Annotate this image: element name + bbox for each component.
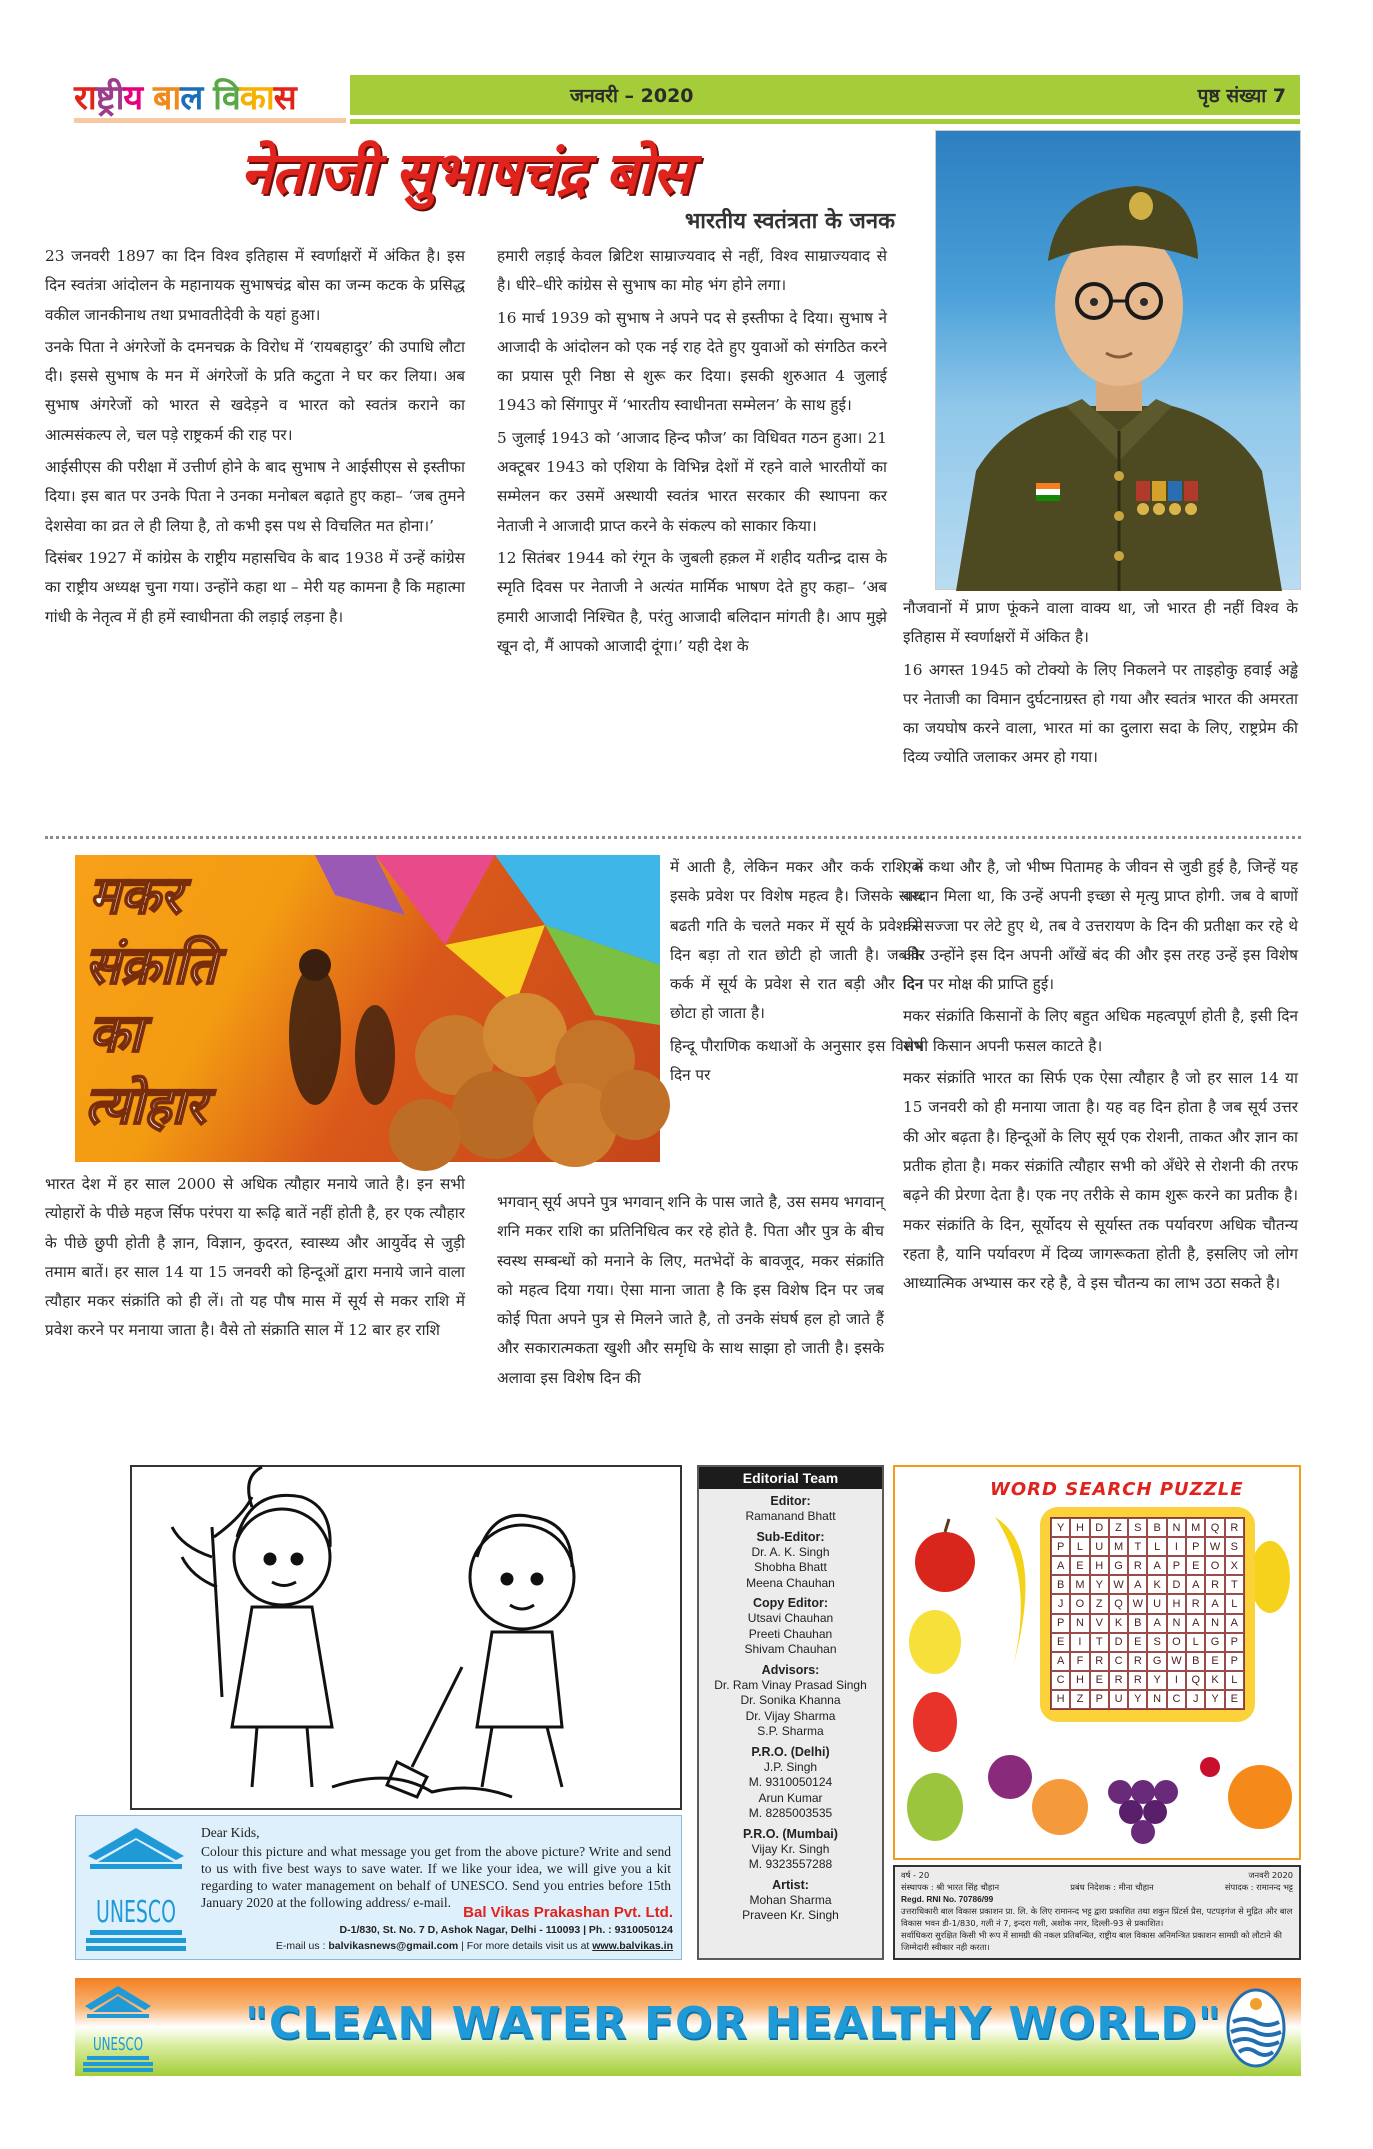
logo-underline xyxy=(74,118,346,123)
puzzle-cell: R xyxy=(1225,1518,1244,1537)
netaji-portrait xyxy=(935,130,1301,590)
puzzle-cell: E xyxy=(1051,1633,1070,1652)
publisher-address: D-1/830, St. No. 7 D, Ashok Nagar, Delhi - 110093 | Ph. : 9310050124 xyxy=(339,1924,673,1936)
puzzle-cell: P xyxy=(1051,1614,1070,1633)
paragraph: मकर संक्रांति भारत का सिर्फ एक ऐसा त्यौहार है जो हर साल 14 या 15 जनवरी को ही मनाया जाता है। यह वह दिन होता है जब सूर्य उत्तर की ओर बढ़ता है। हिन्दूओं के लिए सूर्य एक रोशनी, ताकत और ज्ञान का प्रतीक होता है। मकर संक्रांति त्यौहार सभी को अँधेरे से रोशनी की तरफ बढ़ने की प्रेरणा देता है। एक नए तरीके से काम शुरू करने का प्रतीक है। मकर संक्रांति के दिन, सूर्योदय से सूर्यास्त तक पर्यावरण अधिक चौतन्य रहता है, यानि पर्यावरण में दिव्य जागरूकता होती है, इसलिए जो लोग आध्यात्मिक अभ्यास कर रहे है, वे इस चौतन्य का लाभ उठा सकते है। xyxy=(903,1069,1298,1293)
puzzle-cell: H xyxy=(1167,1594,1186,1613)
puzzle-cell: P xyxy=(1225,1633,1244,1652)
puzzle-cell: K xyxy=(1109,1614,1128,1633)
puzzle-cell: Y xyxy=(1147,1671,1166,1690)
puzzle-cell: W xyxy=(1109,1575,1128,1594)
paragraph: मकर संक्रांति किसानों के लिए बहुत अधिक महत्वपूर्ण होती है, इसी दिन सभी किसान अपनी फसल काटते है। xyxy=(903,1007,1298,1055)
paragraph: 16 अगस्त 1945 को टोक्यो के लिए निकलने पर ताइहोकु हवाई अड्ढे पर नेताजी का विमान दुर्घटनाग्रस्त हो गया और स्वतंत्र भारत की अमरता का जयघोष करने वाला, भारत मां का दुलारा सदा के लिए, राष्ट्रप्रेम की दिव्य ज्योति जलाकर अमर हो गया। xyxy=(903,660,1298,767)
logo-letter: का xyxy=(239,78,274,118)
apple-icon xyxy=(915,1532,975,1592)
puzzle-cell: O xyxy=(1167,1633,1186,1652)
netaji-column-1 xyxy=(45,242,465,635)
rights-note: सर्वाधिकरा सुरक्षित किसी भी रूप में सामग्री की नकल प्रतिबन्धित, राष्ट्रीय बाल विकास अनिमन्त्रित प्रकाशन सामग्री को लौटाने की जिम्मेदारी स्वीकार नही करता। xyxy=(901,1930,1282,1952)
puzzle-cell: D xyxy=(1090,1518,1109,1537)
puzzle-cell: J xyxy=(1051,1594,1070,1613)
puzzle-cell: D xyxy=(1167,1575,1186,1594)
kites-and-ladoos-illustration xyxy=(75,855,660,1162)
puzzle-cell: Y xyxy=(1205,1690,1224,1709)
plum-icon xyxy=(988,1755,1032,1799)
puzzle-cell: C xyxy=(1051,1671,1070,1690)
paragraph: उनके पिता ने अंगरेजों के दमनचक्र के विरोध में ‘रायबहादुर’ की उपाधि लौटा दी। इससे सुभाष के मन में अंगरेजों के प्रति कटुता ने घर कर लिया। अब सुभाष अंगरेजों को भारत से खदेड़ने व भारत को स्वतंत्र कराने का आत्मसंकल्प ले, चल पड़े राष्ट्रकर्म की राह पर। xyxy=(45,337,465,444)
cherry-icon xyxy=(1200,1757,1220,1777)
puzzle-cell: A xyxy=(1186,1614,1205,1633)
grapes-icon xyxy=(1108,1780,1178,1844)
section-divider xyxy=(45,836,1301,839)
orange-icon xyxy=(1228,1765,1292,1829)
puzzle-cell: R xyxy=(1128,1671,1147,1690)
paragraph: भगवान् सूर्य अपने पुत्र भगवान् शनि के पास जाते है, उस समय भगवान् शनि मकर राशि का प्रतिनिधित्व कर रहे होते है. पिता और पुत्र के बीच स्वस्थ सम्बन्धों को मनाने के लिए, मतभेदों के बावजूद, मकर संक्रांति को महत्व दिया गया। ऐसा माना जाता है कि इस विशेष दिन पर जब कोई पिता अपने पुत्र से मिलने जाते है, तो उनके संघर्ष हल हो जाते हैं और सकारात्मकता खुशी और समृधि के साथ साझा हो जाती है। इसके अलावा इस विशेष दिन की xyxy=(497,1193,884,1387)
puzzle-cell: H xyxy=(1070,1671,1089,1690)
puzzle-cell: N xyxy=(1167,1614,1186,1633)
editorial-role: Copy Editor: xyxy=(753,1596,828,1610)
editorial-name: Dr. Sonika Khanna xyxy=(740,1693,841,1707)
puzzle-cell: H xyxy=(1070,1518,1089,1537)
clean-water-banner xyxy=(75,1978,1301,2076)
puzzle-cell: S xyxy=(1128,1518,1147,1537)
puzzle-cell: L xyxy=(1070,1537,1089,1556)
puzzle-cell: L xyxy=(1225,1594,1244,1613)
makar-column-left xyxy=(45,1170,465,1349)
puzzle-title: WORD SEARCH PUZZLE xyxy=(990,1479,1244,1500)
kids-planting-illustration xyxy=(132,1467,680,1808)
puzzle-cell: F xyxy=(1070,1652,1089,1671)
puzzle-cell: P xyxy=(1186,1537,1205,1556)
banana-right-icon xyxy=(1250,1541,1290,1613)
editorial-name: J.P. Singh xyxy=(763,1759,818,1774)
puzzle-cell: B xyxy=(1186,1652,1205,1671)
publisher-contact xyxy=(276,1940,673,1952)
puzzle-cell: Z xyxy=(1070,1690,1089,1709)
website-label: | For more details visit us at xyxy=(458,1940,593,1952)
puzzle-cell: U xyxy=(1147,1594,1166,1613)
paragraph: 23 जनवरी 1897 का दिन विश्व इतिहास में स्वर्णाक्षरों में अंकित है। इस दिन स्वतंत्रा आंदोलन के महानायक सुभाषचंद्र बोस का जन्म कटक के प्रसिद्ध वकील जानकीनाथ तथा प्रभावतीदेवी के यहां हुआ। xyxy=(45,247,465,324)
publication-info xyxy=(893,1865,1301,1960)
puzzle-cell: K xyxy=(1205,1671,1224,1690)
editorial-name: S.P. Sharma xyxy=(757,1724,824,1738)
editorial-role: P.R.O. (Delhi) xyxy=(751,1744,830,1759)
puzzle-cell: H xyxy=(1090,1556,1109,1575)
puzzle-cell: A xyxy=(1051,1556,1070,1575)
editorial-name: Shobha Bhatt xyxy=(754,1560,827,1574)
puzzle-cell: E xyxy=(1090,1671,1109,1690)
editorial-group xyxy=(699,1878,882,1924)
volume-year: वर्ष - 20 xyxy=(901,1870,930,1880)
makar-title-line-1: मकर xyxy=(89,866,182,926)
editor: संपादक : रामानन्द भट्ट xyxy=(1224,1882,1293,1892)
puzzle-cell: A xyxy=(1128,1575,1147,1594)
puzzle-cell: Q xyxy=(1109,1594,1128,1613)
puzzle-cell: E xyxy=(1186,1556,1205,1575)
editorial-name: Dr. Vijay Sharma xyxy=(745,1708,836,1723)
puzzle-cell: R xyxy=(1128,1556,1147,1575)
editorial-name: Utsavi Chauhan xyxy=(747,1611,834,1625)
editorial-group xyxy=(699,1745,882,1822)
logo-letter: स xyxy=(273,78,296,118)
editorial-name: Arun Kumar xyxy=(758,1790,823,1805)
puzzle-cell: V xyxy=(1090,1614,1109,1633)
puzzle-cell: N xyxy=(1070,1614,1089,1633)
puzzle-cell: I xyxy=(1167,1537,1186,1556)
puzzle-cell: L xyxy=(1225,1671,1244,1690)
email-label: E-mail us : xyxy=(275,1940,329,1952)
editorial-role: Sub-Editor: xyxy=(756,1529,825,1544)
logo-letter: वि xyxy=(213,78,240,118)
logo-letter: बा xyxy=(152,78,181,118)
puzzle-cell: A xyxy=(1205,1594,1224,1613)
logo-letter: ल xyxy=(180,78,214,118)
puzzle-cell: R xyxy=(1205,1575,1224,1594)
netaji-column-3 xyxy=(903,594,1298,776)
email-link[interactable]: balvikasnews@gmail.com xyxy=(328,1940,459,1952)
puzzle-cell: N xyxy=(1147,1690,1166,1709)
issue-date: जनवरी – 2020 xyxy=(570,85,694,107)
editorial-name: Dr. Ram Vinay Prasad Singh xyxy=(714,1677,867,1692)
logo-letter: य xyxy=(123,78,153,118)
paragraph: हमारी लड़ाई केवल ब्रिटिश साम्राज्यवाद से नहीं, विश्व साम्राज्यवाद से है। धीरे–धीरे कांग्रेस से सुभाष का मोह भंग होने लगा। xyxy=(497,247,887,295)
editorial-name: Shivam Chauhan xyxy=(744,1642,837,1656)
puzzle-cell: P xyxy=(1090,1690,1109,1709)
website-link[interactable]: www.balvikas.in xyxy=(592,1940,673,1952)
makar-title-line-4: त्योहार xyxy=(85,1076,207,1136)
makar-column-mid-bottom xyxy=(497,1188,884,1396)
coloring-picture xyxy=(130,1465,682,1810)
puzzle-cell: A xyxy=(1225,1614,1244,1633)
notice-greeting: Dear Kids, xyxy=(201,1825,260,1840)
unesco-notice xyxy=(75,1815,682,1960)
banner-unesco-logo xyxy=(83,1984,153,2072)
pear-icon xyxy=(907,1773,963,1841)
puzzle-cell: O xyxy=(1070,1594,1089,1613)
editorial-heading: Editorial Team xyxy=(699,1467,882,1489)
editorial-team-box xyxy=(697,1465,884,1960)
puzzle-cell: R xyxy=(1186,1594,1205,1613)
makar-column-mid-top xyxy=(670,853,923,1093)
logo-letter: रा xyxy=(74,78,96,118)
puzzle-cell: U xyxy=(1109,1690,1128,1709)
puzzle-cell: W xyxy=(1128,1594,1147,1613)
unesco-logo-text: UNESCO xyxy=(96,1895,176,1930)
editorial-name: M. 8285003535 xyxy=(748,1806,833,1820)
puzzle-cell: W xyxy=(1167,1652,1186,1671)
puzzle-cell: M xyxy=(1109,1537,1128,1556)
editorial-name: M. 9310050124 xyxy=(748,1775,833,1789)
editorial-name: Praveen Kr. Singh xyxy=(742,1908,839,1922)
editorial-group xyxy=(699,1530,882,1592)
puzzle-cell: A xyxy=(1051,1652,1070,1671)
makar-title-line-2: संक्राति xyxy=(85,936,217,996)
puzzle-cell: S xyxy=(1147,1633,1166,1652)
editorial-name: Meena Chauhan xyxy=(746,1575,835,1590)
puzzle-cell: W xyxy=(1205,1537,1224,1556)
puzzle-cell: N xyxy=(1205,1614,1224,1633)
editorial-name: Ramanand Bhatt xyxy=(745,1509,836,1523)
puzzle-cell: Q xyxy=(1186,1671,1205,1690)
puzzle-cell: G xyxy=(1205,1633,1224,1652)
editorial-group xyxy=(699,1827,882,1873)
publisher-note: उत्तराधिकारी बाल विकास प्रकाशन प्रा. लि. के लिए रामानन्द भट्ट द्वारा प्रकाशित तथा शकुन प्रिंटर्स प्रैस, पटपड़गंज से मुद्रित और बाल विकास भवन डी-1/830, गली नं 7, इन्दरा गली, अशोक नगर, दिल्ली-93 से प्रकाशित। xyxy=(901,1906,1293,1928)
puzzle-cell: E xyxy=(1070,1556,1089,1575)
peach-icon xyxy=(1032,1779,1088,1835)
paragraph: 12 सितंबर 1944 को रंगून के जुबली हक़ल में शहीद यतीन्द्र दास के स्मृति दिवस पर नेताजी ने अत्यंत मार्मिक भाषण देते हुए कहा– ‘अब हमारी आजादी निश्चित है, परंतु आजादी बलिदान मांगती है। आप मुझे खून दो, मैं आपको आजादी दूंगा।’ यही देश के xyxy=(497,548,887,655)
puzzle-cell: Y xyxy=(1090,1575,1109,1594)
logo-letter: ष्ट्री xyxy=(95,78,124,118)
puzzle-cell: J xyxy=(1186,1690,1205,1709)
rni-number: Regd. RNI No. 70786/99 xyxy=(901,1894,994,1904)
info-row-people xyxy=(901,1881,1293,1893)
puzzle-cell: L xyxy=(1186,1633,1205,1652)
puzzle-cell: C xyxy=(1167,1690,1186,1709)
word-search-puzzle xyxy=(893,1465,1301,1860)
editorial-name: Dr. A. K. Singh xyxy=(751,1544,830,1559)
puzzle-cell: Q xyxy=(1205,1518,1224,1537)
puzzle-cell: T xyxy=(1225,1575,1244,1594)
puzzle-cell: S xyxy=(1225,1537,1244,1556)
editorial-name: Mohan Sharma xyxy=(749,1892,832,1907)
lemon-icon xyxy=(909,1610,961,1674)
article-title: नेताजी सुभाषचंद्र बोस xyxy=(240,139,691,207)
page-number: पृष्ठ संख्या 7 xyxy=(1197,85,1286,107)
header-bar xyxy=(350,75,1300,115)
puzzle-cell: Y xyxy=(1051,1518,1070,1537)
puzzle-cell: M xyxy=(1186,1518,1205,1537)
puzzle-cell: B xyxy=(1051,1575,1070,1594)
puzzle-cell: P xyxy=(1225,1652,1244,1671)
notice-body xyxy=(201,1824,671,1911)
puzzle-cell: Z xyxy=(1109,1518,1128,1537)
puzzle-cell: L xyxy=(1147,1537,1166,1556)
puzzle-cell: T xyxy=(1128,1537,1147,1556)
editorial-name: M. 9323557288 xyxy=(748,1857,833,1871)
puzzle-cell: P xyxy=(1167,1556,1186,1575)
puzzle-cell: O xyxy=(1205,1556,1224,1575)
makar-sankranti-image xyxy=(75,855,660,1162)
header-rule xyxy=(350,119,1300,124)
editorial-group xyxy=(699,1663,882,1740)
paragraph: एक कथा और है, जो भीष्म पितामह के जीवन से जुडी हुई है, जिन्हें यह वरदान मिला था, कि उन्हें अपनी इच्छा से मृत्यु प्राप्त होगी. जब वे बाणों की सज्जा पर लेटे हुए थे, तब वे उत्तरायण के दिन की प्रतीक्षा कर रहे थे और उन्होंने इस दिन अपनी आँखें बंद की और इस तरह उन्हें इस विशेष दिन पर मोक्ष की प्राप्ति हुई। xyxy=(903,858,1298,994)
puzzle-cell: K xyxy=(1147,1575,1166,1594)
editorial-name: Vijay Kr. Singh xyxy=(751,1841,830,1856)
puzzle-grid-frame xyxy=(1040,1507,1255,1722)
puzzle-cell: G xyxy=(1109,1556,1128,1575)
puzzle-cell: N xyxy=(1167,1518,1186,1537)
paragraph: में आती है, लेकिन मकर और कर्क राशि में इसके प्रवेश पर विशेष महत्व है। जिसके साथ बढती गति के चलते मकर में सूर्य के प्रवेश से दिन बड़ा तो रात छोटी हो जाती है। जबकि कर्क में सूर्य के प्रवेश से रात बड़ी और दिन छोटा हो जाता है। xyxy=(670,858,923,1023)
editorial-role: P.R.O. (Mumbai) xyxy=(743,1826,838,1841)
unesco-logo xyxy=(86,1826,186,1951)
puzzle-grid xyxy=(1050,1517,1245,1710)
puzzle-cell: M xyxy=(1070,1575,1089,1594)
puzzle-cell: R xyxy=(1109,1671,1128,1690)
puzzle-cell: R xyxy=(1090,1652,1109,1671)
banana-icon xyxy=(995,1517,1025,1667)
paragraph: 16 मार्च 1939 को सुभाष ने अपने पद से इस्तीफा दे दिया। सुभाष ने आजादी के आंदोलन को एक नई राह देते हुए युवाओं को संगठित करने का प्रयास पूरी निष्ठा से शुरू कर दिया। इसकी शुरुआत 4 जुलाई 1943 को सिंगापुर में ‘भारतीय स्वाधीनता सम्मेलन’ के साथ हुई। xyxy=(497,308,887,415)
strawberry-icon xyxy=(913,1692,957,1752)
portrait-illustration xyxy=(936,131,1302,591)
puzzle-cell: B xyxy=(1128,1614,1147,1633)
editorial-role: Advisors: xyxy=(761,1662,820,1677)
editorial-role: Editor: xyxy=(770,1494,811,1508)
puzzle-cell: B xyxy=(1147,1518,1166,1537)
editorial-role: Artist: xyxy=(772,1877,809,1892)
puzzle-cell: E xyxy=(1205,1652,1224,1671)
makar-title-line-3: का xyxy=(89,1004,143,1064)
puzzle-cell: D xyxy=(1109,1633,1128,1652)
puzzle-cell: I xyxy=(1070,1633,1089,1652)
puzzle-cell: I xyxy=(1167,1671,1186,1690)
puzzle-cell: T xyxy=(1090,1633,1109,1652)
article-subtitle: भारतीय स्वतंत्रता के जनक xyxy=(684,208,895,234)
paragraph: भारत देश में हर साल 2000 से अधिक त्यौहार मनाये जाते है। इन सभी त्योहारों के पीछे महज र्सिफ परंपरा या रूढ़ि बातें नहीं होती है, हर एक त्यौहार के पीछे छुपी होती है ज्ञान, विज्ञान, कुदरत, स्वास्थ्य और आयुर्वेद से जुड़ी तमाम बातें। हर साल 14 या 15 जनवरी को हिन्दूओं द्वारा मनाये जाने वाला त्यौहार मकर संक्रांति को ही लें। तो यह पौष मास में सूर्य से मकर राशि में प्रवेश करने पर मनाया जाता है। वैसे तो संक्राति साल में 12 बार हर राशि xyxy=(45,1175,465,1340)
puzzle-cell: X xyxy=(1225,1556,1244,1575)
puzzle-cell: U xyxy=(1090,1537,1109,1556)
puzzle-cell: E xyxy=(1128,1633,1147,1652)
paragraph: नौजवानों में प्राण फूंकने वाला वाक्य था, जो भारत ही नहीं विश्व के इतिहास में स्वर्णाक्षरों में अंकित है। xyxy=(903,599,1298,647)
info-row-issue xyxy=(901,1869,1293,1881)
publisher-name: Bal Vikas Prakashan Pvt. Ltd. xyxy=(463,1904,673,1921)
puzzle-cell: Y xyxy=(1128,1690,1147,1709)
paragraph: आईसीएस की परीक्षा में उत्तीर्ण होने के बाद सुभाष ने आईसीएस से इस्तीफा दिया। इस बात पर उनके पिता ने उनका मनोबल बढ़ाते हुए कहा– ‘जब तुमने देशसेवा का व्रत ले ही लिया है, तो कभी इस पथ से विचलित मत होना।’ xyxy=(45,458,465,535)
founder: संस्थापक : श्री भारत सिंह चौहान xyxy=(901,1882,1000,1892)
puzzle-cell: R xyxy=(1128,1652,1147,1671)
puzzle-cell: P xyxy=(1051,1537,1070,1556)
makar-column-right xyxy=(903,853,1298,1301)
managing-director: प्रबंध निदेशक : मीना चौहान xyxy=(1070,1882,1154,1892)
notice-message: Colour this picture and what message you get from the above picture? Write and send to us with five best ways to save water. If we like your idea, we will give you a kit regarding to water management on behalf of UNESCO. Send you entries before 15th January 2020 at the following address/ e-mail. xyxy=(201,1844,671,1910)
issue-month: जनवरी 2020 xyxy=(1248,1870,1293,1880)
editorial-group xyxy=(699,1494,882,1525)
puzzle-cell: C xyxy=(1109,1652,1128,1671)
paragraph: हिन्दू पौराणिक कथाओं के अनुसार इस विशेष दिन पर xyxy=(670,1036,923,1085)
puzzle-cell: A xyxy=(1147,1614,1166,1633)
netaji-column-2 xyxy=(497,242,887,664)
puzzle-cell: Z xyxy=(1090,1594,1109,1613)
banner-slogan: "CLEAN WATER FOR HEALTHY WORLD" xyxy=(245,1998,1222,2049)
banner-unesco-text: UNESCO xyxy=(93,2034,143,2055)
editorial-name: Preeti Chauhan xyxy=(748,1626,833,1641)
paragraph: 5 जुलाई 1943 को ‘आजाद हिन्द फौज’ का विधिवत गठन हुआ। 21 अक्टूबर 1943 को एशिया के विभिन्न देशों में रहने वाले भारतीयों का सम्मेलन कर उसमें अस्थायी स्वतंत्र भारत सरकार की स्थापना कर नेताजी ने आजादी प्राप्त करने के संकल्प को साकार किया। xyxy=(497,428,887,535)
puzzle-cell: G xyxy=(1147,1652,1166,1671)
editorial-group xyxy=(699,1596,882,1658)
puzzle-cell: A xyxy=(1147,1556,1166,1575)
editorial-groups xyxy=(699,1494,882,1924)
paragraph: दिसंबर 1927 में कांग्रेस के राष्ट्रीय महासचिव के बाद 1938 में उन्हें कांग्रेस का राष्ट्रीय अध्यक्ष चुना गया। उन्होंने कहा था – मेरी यह कामना है कि महात्मा गांधी के नेतृत्व में ही हमें स्वाधीनता की लड़ाई लड़ना है। xyxy=(45,548,465,626)
masthead-logo xyxy=(74,78,346,122)
puzzle-cell: A xyxy=(1186,1575,1205,1594)
water-program-logo xyxy=(1225,1988,1287,2068)
puzzle-cell: H xyxy=(1051,1690,1070,1709)
puzzle-cell: E xyxy=(1225,1690,1244,1709)
